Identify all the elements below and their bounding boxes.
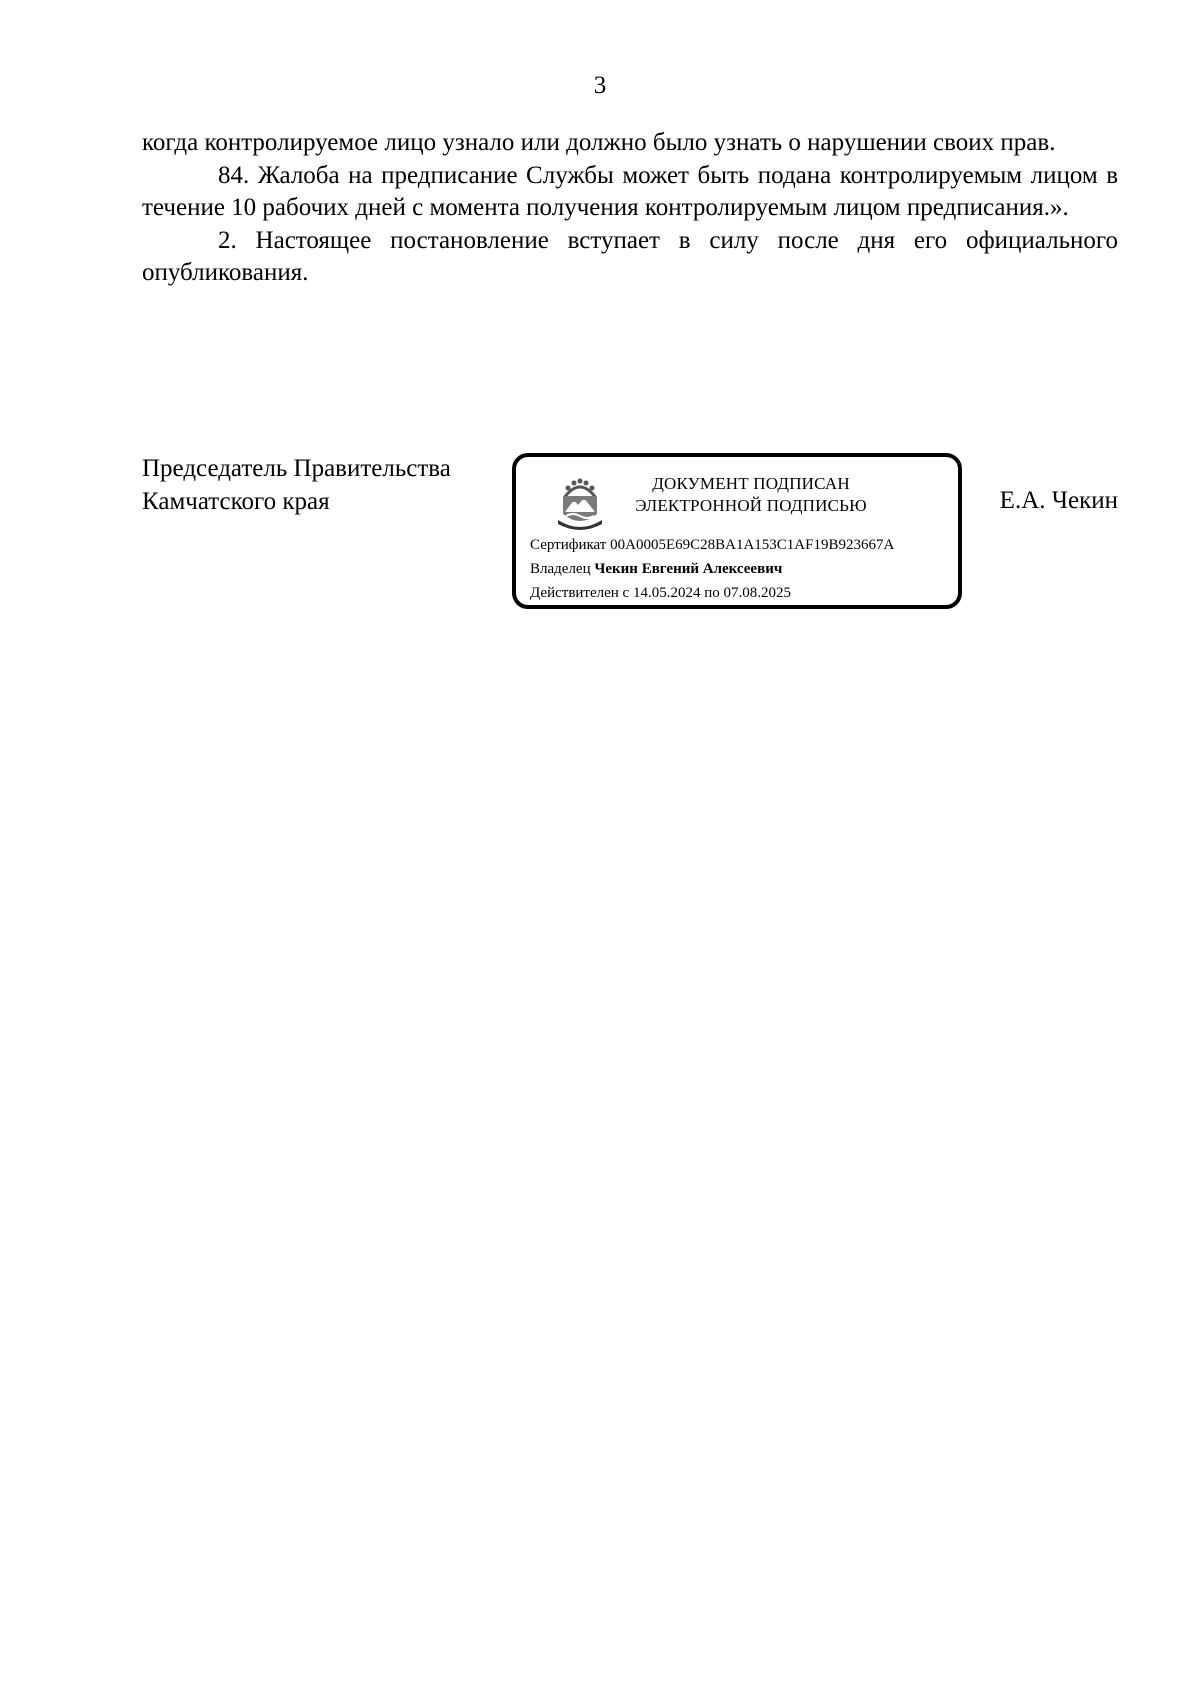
paragraph-item-84: 84. Жалоба на предписание Службы может быть подана контролируемым лицом в течение 10 рабочих дней с момента получения контролируемым лицом предписания.».	[142, 161, 1118, 221]
stamp-heading-line2: ЭЛЕКТРОННОЙ ПОДПИСЬЮ	[635, 496, 867, 515]
stamp-validity-row	[530, 583, 791, 603]
valid-from-date: 14.05.2024	[632, 585, 701, 601]
valid-to-label: по	[704, 585, 720, 601]
electronic-signature-stamp	[512, 453, 962, 609]
stamp-certificate-row	[530, 535, 894, 555]
certificate-value: 00A0005E69C28BA1A153C1AF19B923667A	[610, 537, 895, 553]
owner-label: Владелец	[530, 561, 591, 577]
signer-title-line2: Камчатского края	[142, 487, 330, 515]
certificate-label: Сертификат	[530, 537, 607, 553]
document-body	[142, 127, 1118, 290]
owner-value: Чекин Евгений Алексеевич	[594, 561, 783, 577]
paragraph-item-2: 2. Настоящее постановление вступает в силу после дня его официального опубликования.	[142, 226, 1118, 286]
stamp-heading	[616, 473, 886, 517]
signer-title-line1: Председатель Правительства	[142, 455, 451, 482]
kamchatka-coat-of-arms-icon	[554, 474, 606, 532]
valid-to-date: 07.08.2025	[723, 585, 791, 601]
stamp-heading-line1: ДОКУМЕНТ ПОДПИСАН	[652, 474, 850, 493]
valid-from-label: Действителен с	[530, 585, 630, 601]
stamp-owner-row	[530, 559, 782, 579]
paragraph-continuation: когда контролируемое лицо узнало или должно было узнать о нарушении своих прав.	[142, 129, 1056, 156]
signer-name: Е.А. Чекин	[999, 487, 1118, 514]
page-number: 3	[593, 72, 607, 99]
signer-title	[142, 453, 451, 518]
signature-block	[142, 453, 1118, 613]
